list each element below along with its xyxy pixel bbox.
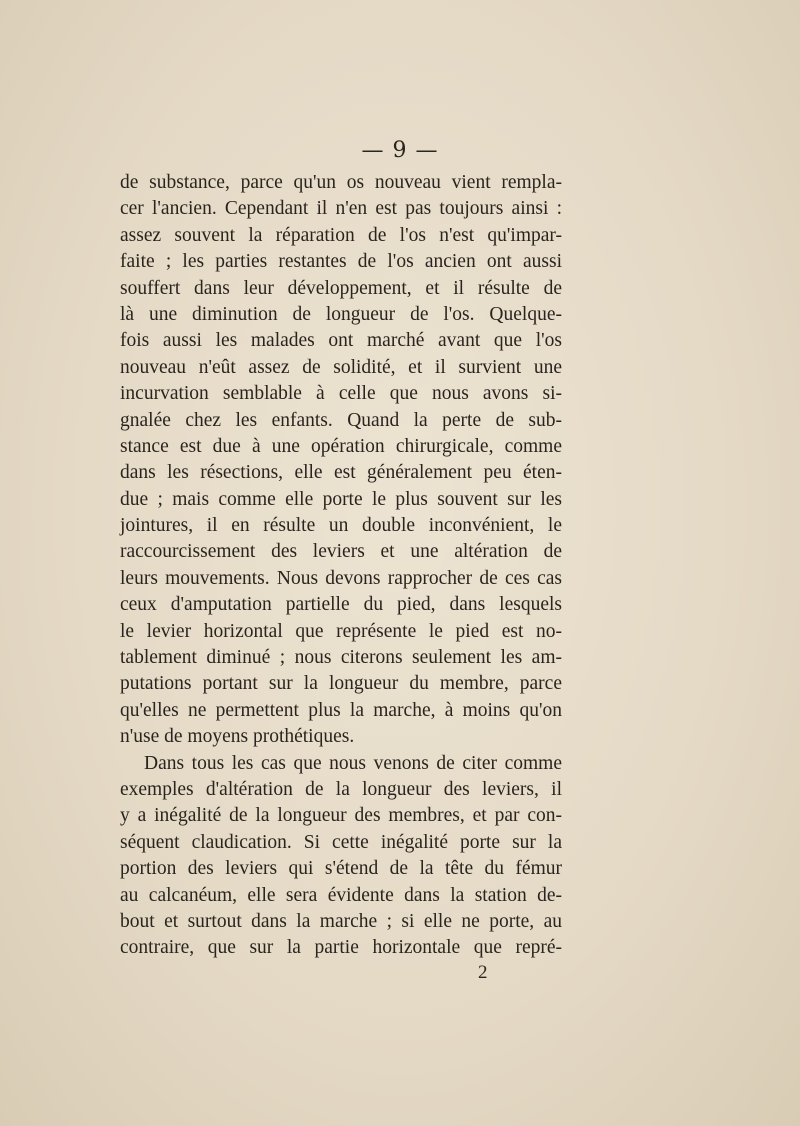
text-line: leurs mouvements. Nous devons rapprocher de ces cas: [120, 567, 562, 589]
signature-mark: 2: [478, 962, 488, 983]
text-line: faite ; les parties restantes de l'os ancien ont aussi: [120, 251, 562, 273]
text-line: là une diminution de longueur de l'os. Quelque-: [120, 303, 562, 325]
text-line: ceux d'amputation partielle du pied, dans lesquels: [120, 594, 562, 616]
text-line: gnalée chez les enfants. Quand la perte de sub-: [120, 409, 562, 431]
text-line: séquent claudication. Si cette inégalité porte sur la: [120, 831, 562, 853]
text-line: qu'elles ne permettent plus la marche, à moins qu'on: [120, 699, 562, 721]
text-line: nouveau n'eût assez de solidité, et il survient une: [120, 356, 562, 378]
text-line: le levier horizontal que représente le pied est no-: [120, 620, 562, 642]
text-line: bout et surtout dans la marche ; si elle ne porte, au: [120, 910, 562, 932]
text-line: putations portant sur la longueur du membre, parce: [120, 673, 562, 695]
text-line: assez souvent la réparation de l'os n'est qu'impar-: [120, 224, 562, 246]
text-line: cer l'ancien. Cependant il n'en est pas toujours ainsi :: [120, 198, 562, 220]
body-text: [120, 170, 562, 962]
text-line: incurvation semblable à celle que nous avons si-: [120, 383, 562, 405]
text-line: jointures, il en résulte un double inconvénient, le: [120, 515, 562, 537]
page-number: — 9 —: [361, 138, 439, 163]
text-line: portion des leviers qui s'étend de la tête du fémur: [120, 858, 562, 880]
text-line: y a inégalité de la longueur des membres, et par con-: [120, 805, 562, 827]
text-line: fois aussi les malades ont marché avant que l'os: [120, 330, 562, 352]
text-line: tablement diminué ; nous citerons seulement les am-: [120, 647, 562, 669]
text-line: de substance, parce qu'un os nouveau vient rempla-: [120, 172, 562, 193]
text-line: due ; mais comme elle porte le plus souvent sur les: [120, 488, 562, 510]
text-line: dans les résections, elle est généralement peu éten-: [120, 462, 562, 484]
text-line: contraire, que sur la partie horizontale que repré-: [120, 937, 562, 959]
text-line: n'use de moyens prothétiques.: [120, 726, 355, 748]
text-line: au calcanéum, elle sera évidente dans la station de-: [120, 884, 562, 906]
text-line: souffert dans leur développement, et il résulte de: [120, 277, 562, 299]
text-line: raccourcissement des leviers et une altération de: [120, 541, 562, 563]
text-line: stance est due à une opération chirurgicale, comme: [120, 435, 562, 457]
text-line: exemples d'altération de la longueur des leviers, il: [120, 778, 562, 800]
text-line: Dans tous les cas que nous venons de citer comme: [144, 752, 562, 774]
